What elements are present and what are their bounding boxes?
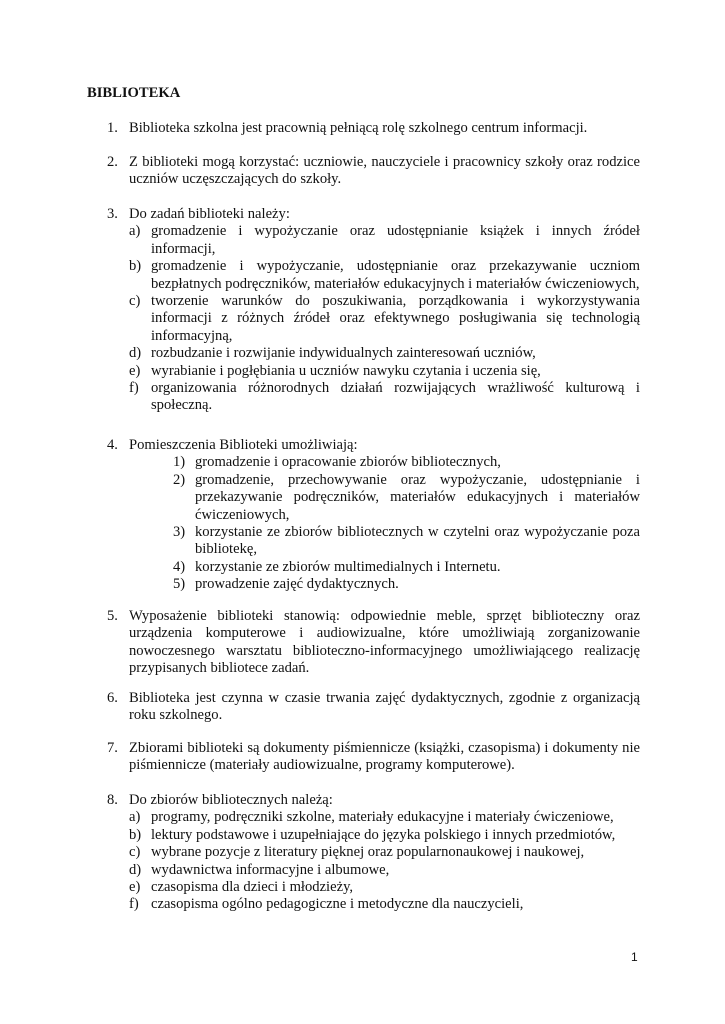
list-item — [129, 862, 640, 879]
list-item-label: d) — [129, 345, 142, 362]
list-item — [173, 559, 640, 576]
section-text: Z biblioteki mogą korzystać: uczniowie, nauczyciele i pracownicy szkoły oraz rodzice uczniów uczęszczających do szkoły. — [129, 154, 640, 188]
section-text: Biblioteka jest czynna w czasie trwania zajęć dydaktycznych, zgodnie z organizacją roku szkolnego. — [129, 690, 640, 724]
list-item-text: wydawnictwa informacyjne i albumowe, — [151, 861, 390, 878]
list-item — [129, 827, 640, 844]
list-item-label: 2) — [173, 471, 186, 488]
list-item-text: wybrane pozycje z literatury pięknej oraz popularnonaukowej i naukowej, — [151, 844, 585, 861]
list-item-text: programy, podręczniki szkolne, materiały edukacyjne i materiały ćwiczeniowe, — [151, 809, 614, 826]
list-item-text: czasopisma ogólno pedagogiczne i metodyczne dla nauczycieli, — [151, 896, 524, 913]
list-item-label: 1) — [173, 454, 186, 471]
list-item — [129, 345, 640, 362]
list-item-text: gromadzenie i wypożyczanie oraz udostępnianie książek i innych źródeł informacji, — [151, 223, 640, 257]
section-number: 4. — [107, 437, 118, 453]
section-4 — [87, 437, 640, 594]
list-item-text: gromadzenie i wypożyczanie, udostępnianie oraz przekazywanie uczniom bezpłatnych podręczników, materiałów edukacyjnych i materiałów ćwiczeniowych, — [151, 258, 640, 292]
list-item — [129, 223, 640, 258]
list-item — [129, 258, 640, 293]
list-item-text: gromadzenie i opracowanie zbiorów bibliotecznych, — [195, 454, 501, 471]
list-item-text: korzystanie ze zbiorów bibliotecznych w czytelni oraz wypożyczanie poza bibliotekę, — [195, 524, 640, 558]
list-item-label: 4) — [173, 558, 186, 575]
list-item — [129, 879, 640, 896]
section-number: 6. — [107, 690, 118, 706]
section-7 — [87, 740, 640, 775]
section-6 — [87, 690, 640, 725]
section-text: Biblioteka szkolna jest pracownią pełniącą rolę szkolnego centrum informacji. — [129, 120, 588, 136]
section-text: Do zadań biblioteki należy: — [129, 206, 290, 222]
list-item-label: f) — [129, 896, 139, 913]
list-item-label: c) — [129, 844, 141, 861]
section-number: 1. — [107, 120, 118, 136]
section-number: 8. — [107, 792, 118, 808]
section-1 — [87, 120, 640, 137]
list-item-label: c) — [129, 293, 141, 310]
list-item-label: f) — [129, 380, 139, 397]
list-item — [173, 454, 640, 471]
section-number: 3. — [107, 206, 118, 222]
list-item — [129, 809, 640, 826]
list-item-text: czasopisma dla dzieci i młodzieży, — [151, 879, 354, 896]
list-item — [129, 293, 640, 345]
section-8 — [87, 792, 640, 914]
list-item-text: lektury podstawowe i uzupełniające do języka polskiego i innych przedmiotów, — [151, 826, 616, 843]
section-number: 7. — [107, 740, 118, 756]
list-item-text: organizowania różnorodnych działań rozwijających wrażliwość kulturową i społeczną. — [151, 380, 640, 414]
section-text: Zbiorami biblioteki są dokumenty piśmiennicze (książki, czasopisma) i dokumenty nie piśmiennicze (materiały audiowizualne, programy komputerowe). — [129, 740, 640, 774]
list-item-label: a) — [129, 223, 141, 240]
list-item — [129, 896, 640, 913]
list-item — [129, 844, 640, 861]
section-text: Pomieszczenia Biblioteki umożliwiają: — [129, 437, 358, 453]
document-title: BIBLIOTEKA — [87, 85, 181, 101]
list-item-label: 3) — [173, 524, 186, 541]
list-item-label: e) — [129, 362, 141, 379]
section-3 — [87, 206, 640, 415]
list-item-text: prowadzenie zajęć dydaktycznych. — [195, 576, 399, 593]
list-item-label: 5) — [173, 576, 186, 593]
section-text: Wyposażenie biblioteki stanowią: odpowiednie meble, sprzęt biblioteczny oraz urządzenia komputerowe i audiowizualne, które umożliwiają zorganizowanie nowoczesnego warsztatu biblioteczno-informacyjnego umożliwiającego realizację przypisanych bibliotece zadań. — [129, 608, 640, 677]
section-text: Do zbiorów bibliotecznych należą: — [129, 792, 333, 808]
list-item — [129, 363, 640, 380]
section-2 — [87, 154, 640, 189]
section-number: 5. — [107, 608, 118, 624]
list-item-label: d) — [129, 861, 142, 878]
list-item-text: tworzenie warunków do poszukiwania, porządkowania i wykorzystywania informacji z różnych źródeł oraz efektywnego posługiwania się technologią informacyjną, — [151, 293, 640, 344]
section-5 — [87, 608, 640, 678]
list-item — [173, 576, 640, 593]
list-item — [173, 472, 640, 524]
list-item-text: gromadzenie, przechowywanie oraz wypożyczanie, udostępnianie i przekazywanie podręczników, materiałów edukacyjnych i materiałów ćwiczeniowych, — [195, 471, 640, 523]
list-item-text: rozbudzanie i rozwijanie indywidualnych zainteresowań uczniów, — [151, 345, 536, 362]
list-item-text: korzystanie ze zbiorów multimedialnych i Internetu. — [195, 558, 501, 575]
list-item-label: a) — [129, 809, 141, 826]
list-item-label: b) — [129, 258, 142, 275]
list-item-label: e) — [129, 879, 141, 896]
list-item-label: b) — [129, 826, 142, 843]
list-item-text: wyrabianie i pogłębiania u uczniów nawyku czytania i uczenia się, — [151, 362, 541, 379]
page-number: 1 — [631, 950, 638, 964]
list-item — [129, 380, 640, 415]
list-item — [173, 524, 640, 559]
section-number: 2. — [107, 154, 118, 170]
